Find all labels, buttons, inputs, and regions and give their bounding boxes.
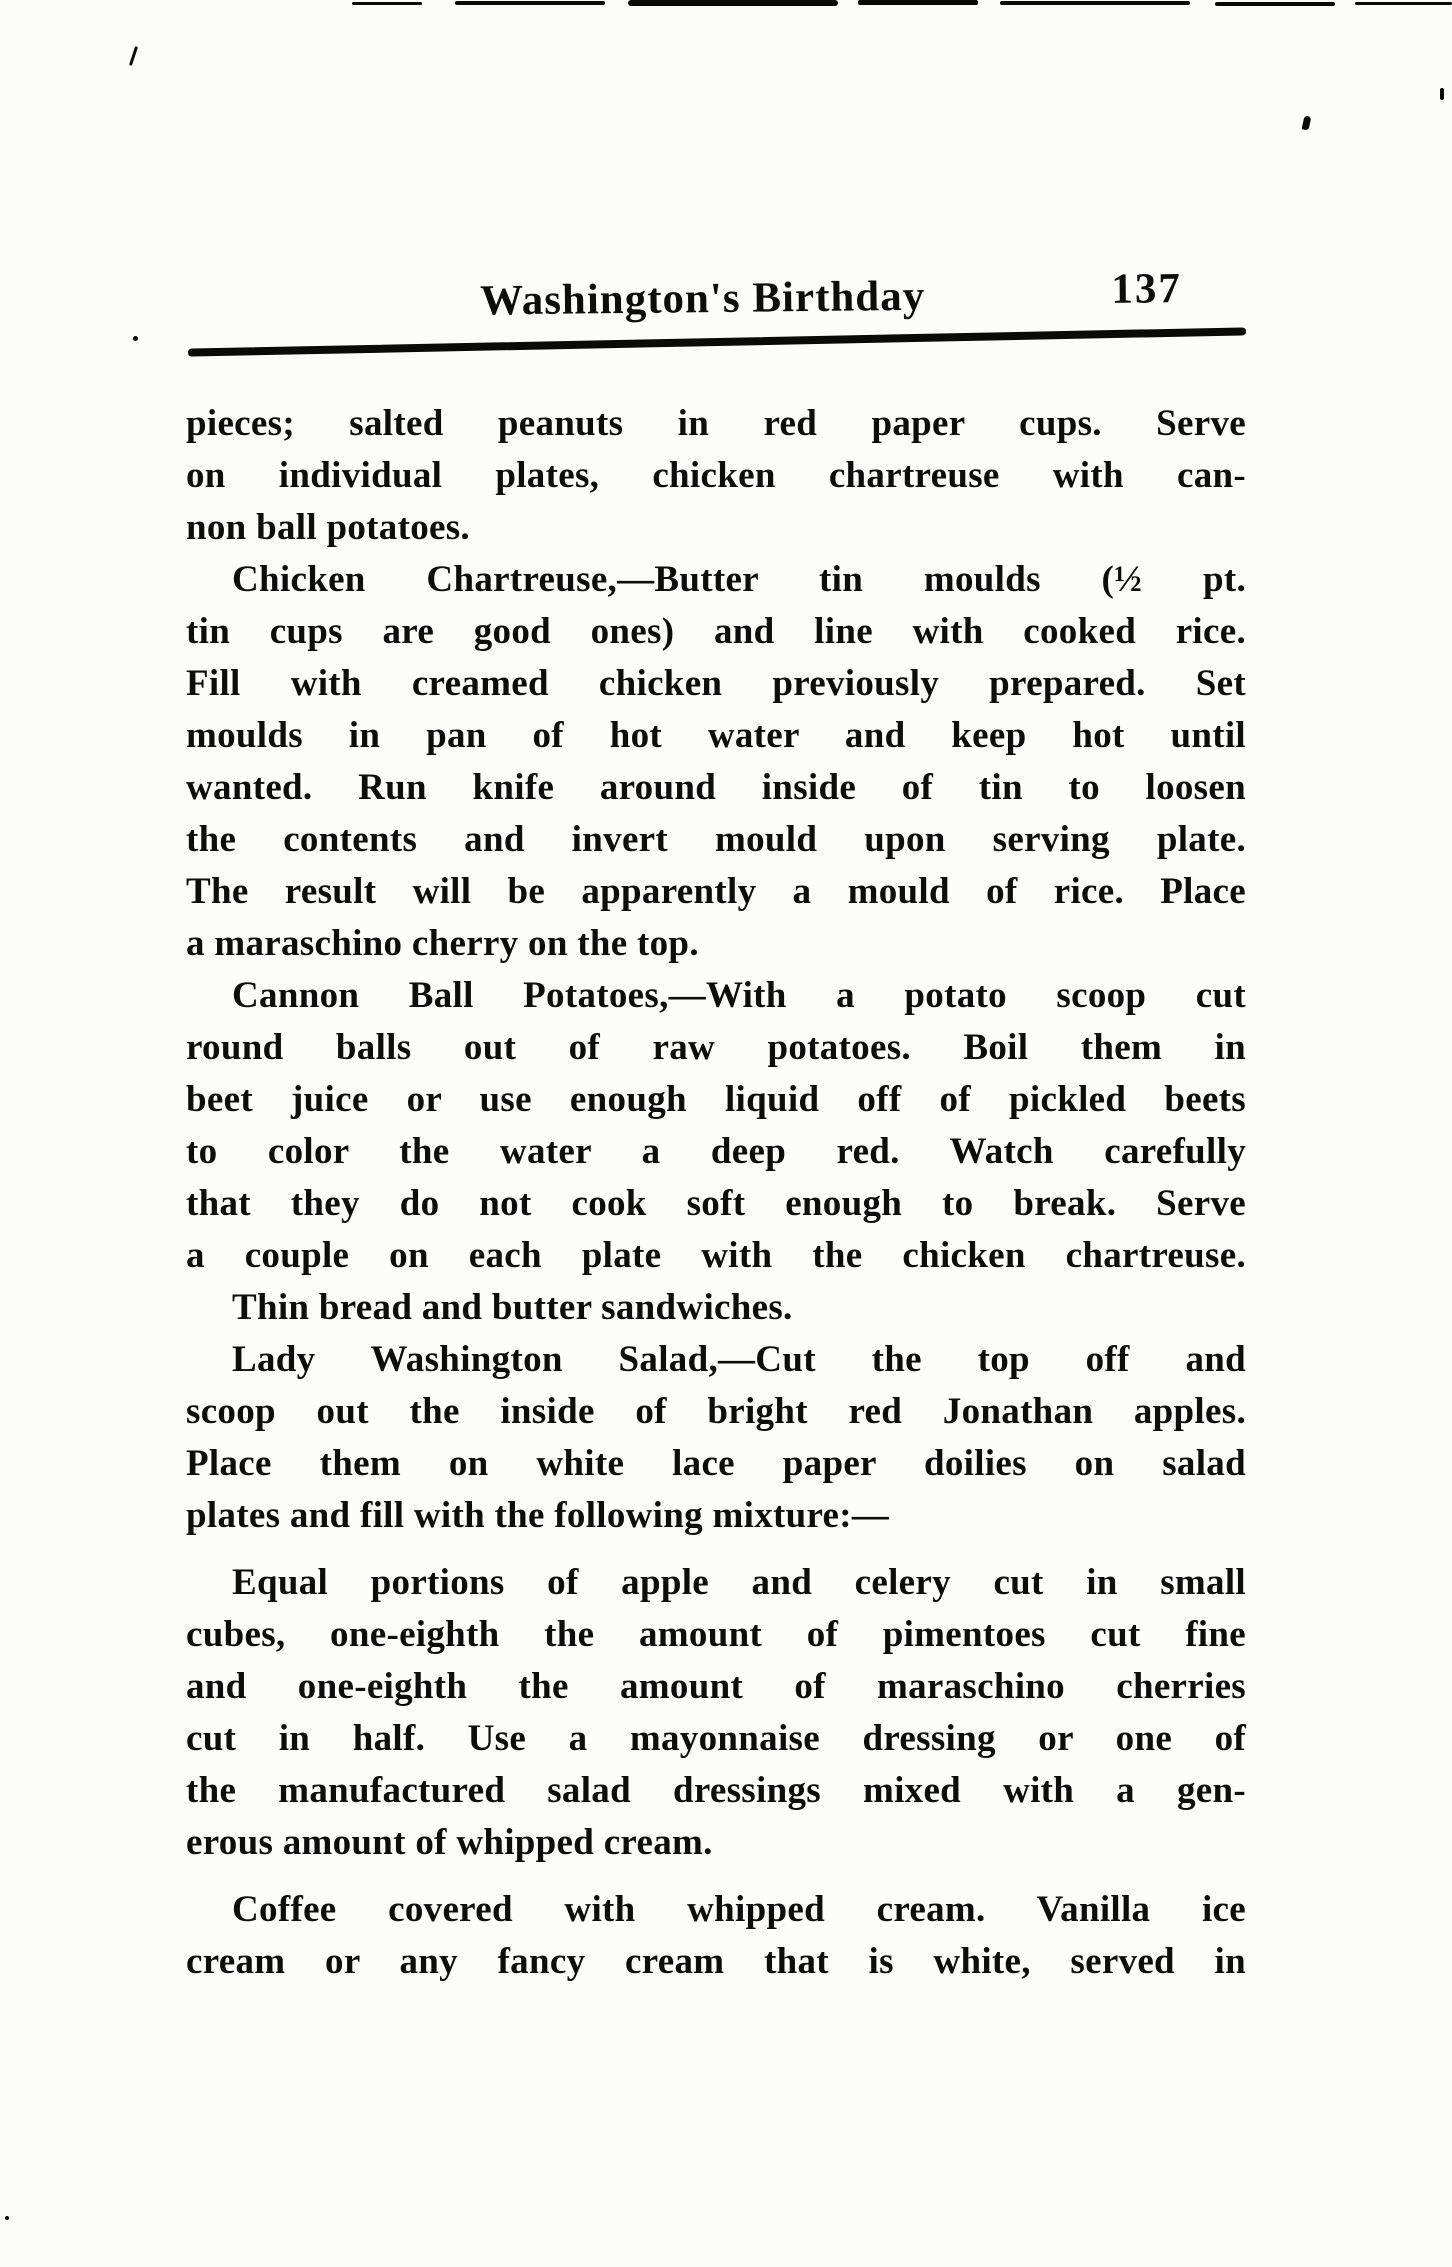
paragraph	[186, 970, 1246, 1282]
scan-speck	[133, 336, 138, 341]
text-line: Coffee covered with whipped cream. Vanilla ice	[232, 1889, 1246, 1930]
text-line: round balls out of raw potatoes. Boil them in	[186, 1027, 1246, 1068]
scan-speck	[1440, 88, 1444, 100]
text-line: the contents and invert mould upon serving plate.	[186, 819, 1246, 860]
text-line: Fill with creamed chicken previously prepared. Set	[186, 663, 1246, 704]
text-line: Thin bread and butter sandwiches.	[232, 1287, 793, 1328]
text-line: Place them on white lace paper doilies on salad	[186, 1443, 1246, 1484]
text-line: a maraschino cherry on the top.	[186, 923, 699, 964]
text-line: and one-eighth the amount of maraschino cherries	[186, 1666, 1246, 1707]
scan-speck	[5, 2216, 9, 2220]
text-line: Lady Washington Salad,—Cut the top off and	[232, 1339, 1246, 1380]
text-line: cream or any fancy cream that is white, served in	[186, 1941, 1246, 1982]
text-line: cut in half. Use a mayonnaise dressing or one of	[186, 1718, 1246, 1759]
text-line: the manufactured salad dressings mixed with a gen-	[186, 1770, 1246, 1811]
text-line: non ball potatoes.	[186, 507, 470, 548]
text-line: Chicken Chartreuse,—Butter tin moulds (½ pt.	[232, 559, 1246, 600]
text-line: pieces; salted peanuts in red paper cups. Serve	[186, 403, 1246, 444]
text-line: erous amount of whipped cream.	[186, 1822, 713, 1863]
text-line: plates and fill with the following mixture:—	[186, 1495, 890, 1536]
page-title: Washington's Birthday	[479, 272, 926, 325]
text-line: on individual plates, chicken chartreuse with can-	[186, 455, 1246, 496]
scan-edge-mark	[352, 2, 422, 5]
body-text	[186, 398, 1246, 1988]
header-rule	[188, 327, 1246, 356]
text-line: that they do not cook soft enough to break. Serve	[186, 1183, 1246, 1224]
page-number: 137	[1111, 265, 1183, 313]
text-line: Cannon Ball Potatoes,—With a potato scoop cut	[232, 975, 1246, 1016]
scan-edge-mark	[455, 1, 605, 5]
text-line: tin cups are good ones) and line with cooked rice.	[186, 611, 1246, 652]
text-line: a couple on each plate with the chicken chartreuse.	[186, 1235, 1246, 1276]
scan-edge-mark	[628, 0, 838, 6]
text-line: cubes, one-eighth the amount of pimentoes cut fine	[186, 1614, 1246, 1655]
scan-speck	[1302, 115, 1312, 130]
text-line: beet juice or use enough liquid off of pickled beets	[186, 1079, 1246, 1120]
paragraph	[186, 1884, 1246, 1988]
scan-edge-mark	[858, 0, 978, 5]
text-line: to color the water a deep red. Watch carefully	[186, 1131, 1246, 1172]
paragraph	[186, 398, 1246, 554]
scan-edge-mark	[1215, 2, 1335, 6]
scan-speck	[129, 46, 138, 66]
scan-edge-mark	[1355, 2, 1452, 5]
text-line: Equal portions of apple and celery cut in small	[232, 1562, 1246, 1603]
scan-edge-mark	[1000, 1, 1190, 5]
text-line: The result will be apparently a mould of rice. Place	[186, 871, 1246, 912]
text-line: moulds in pan of hot water and keep hot until	[186, 715, 1246, 756]
paragraph	[186, 1557, 1246, 1869]
paragraph	[186, 554, 1246, 970]
running-head	[186, 265, 1246, 331]
text-line: wanted. Run knife around inside of tin to loosen	[186, 767, 1246, 808]
text-line: scoop out the inside of bright red Jonathan apples.	[186, 1391, 1246, 1432]
paragraph	[186, 1334, 1246, 1542]
paragraph	[186, 1282, 1246, 1334]
